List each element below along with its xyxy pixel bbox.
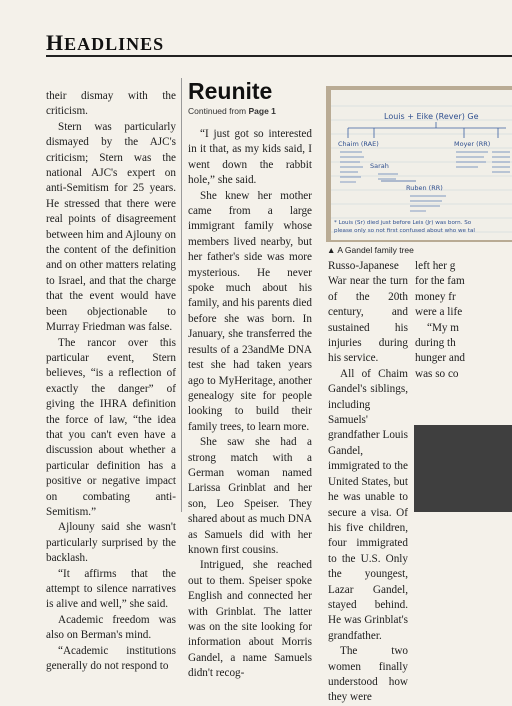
- paragraph: Ajlouny said she wasn't particularly surprised by the backlash.: [46, 521, 176, 565]
- tree-note-1: * Louis (Sr) died just before Leis (Jr) was born. So: [334, 220, 472, 226]
- article-headline: Reunite: [188, 78, 273, 104]
- paragraph: Academic freedom was also on Berman's mind.: [46, 613, 176, 642]
- photo-caption: ▲ A Gandel family tree: [327, 245, 414, 255]
- text-line: for the fam: [415, 275, 465, 288]
- header-rule: [46, 55, 512, 57]
- paragraph: Intrigued, she reached out to them. Speiser spoke English and connected her with Grinblat. The latter was on the site looking for information about Morris Gandel, a name Samuels didn't recog-: [188, 559, 312, 680]
- tree-top-label: Louis + Eike (Rever) Ge: [384, 112, 479, 121]
- tree-moyer: Moyer (RR): [454, 140, 491, 148]
- article-continuation: [328, 259, 408, 706]
- paragraph: “I just got so interested in it that, as my kids said, I went down the rabbit hole,” she said.: [188, 128, 312, 187]
- column-divider: [181, 78, 182, 512]
- dark-image-block: [414, 425, 512, 512]
- text-line: during th: [415, 337, 456, 350]
- article-column: [188, 78, 312, 682]
- paragraph: The rancor over this particular event, Stern believes, “is a reflection of exactly the danger” of giving the IHRA definition the force of law, “the idea that you can't even have a discussion about whether a particular definition has a positive or negative impact on combating anti-Semitism.”: [46, 336, 176, 518]
- tree-ruben: Ruben (RR): [406, 184, 443, 192]
- text-line: was so co: [415, 367, 459, 380]
- tree-sarah: Sarah: [370, 162, 389, 170]
- continued-page-link[interactable]: Page 1: [248, 106, 276, 116]
- article-cut-column: [415, 259, 512, 382]
- paragraph: She saw she had a strong match with a German woman named Larissa Grinblat and her son, Leo Speiser. They shared about as much DNA as Samuels did with her known first cousins.: [188, 436, 312, 556]
- family-tree-photo: [326, 86, 512, 242]
- paragraph: She knew her mother came from a large immigrant family whose members lived nearby, but her father's side was more mysterious. He never spoke much about his family, and his parents died before she was born. In January, she transferred the results of a 23andMe DNA test she had taken years ago to MyHeritage, another genealogy site for people looking to build their family trees, to learn more.: [188, 189, 312, 433]
- paragraph: “It affirms that the attempt to silence narratives is alive and well,” she said.: [46, 567, 176, 611]
- continued-line: Continued from Page 1: [188, 106, 276, 116]
- paragraph: Stern was particularly dismayed by the AJC's criticism; Stern was the national AJC's expert on anti-Semitism for 25 years. He stressed that there were real points of disagreement between him and Ajlouny on the content of the definition and on other matters relating to Israel, and that the charge that the event would have been objectionable to Murray Friedman was false.: [46, 120, 176, 334]
- tree-note-2: please only so not first confused about who we tal: [334, 228, 475, 234]
- paragraph: The two women finally understood how they were: [328, 645, 408, 704]
- text-line: left her g: [415, 260, 456, 272]
- text-line: were a life: [415, 306, 463, 319]
- paragraph: their dismay with the criticism.: [46, 90, 176, 118]
- paragraph: Russo-Japanese War near the turn of the 20th century, and sustained his injuries during his service.: [328, 260, 408, 365]
- paragraph: “Academic institutions generally do not respond to: [46, 644, 176, 673]
- tree-chaim: Chaim (RAE): [338, 140, 379, 148]
- section-title: HEADLINES: [46, 30, 165, 55]
- paragraph: All of Chaim Gandel's siblings, including Samuels' grandfather Louis Gandel, immigrated to the United States, but he was unable to secure a visa. Of his five children, four immigrated to the U.S. Only the youngest, Lazar Gandel, stayed behind. He was Grinblat's grandfather.: [328, 367, 408, 642]
- column-left: [46, 89, 176, 674]
- text-line: money fr: [415, 290, 456, 303]
- text-line: hunger and: [415, 352, 466, 365]
- text-line: “My m: [427, 321, 460, 334]
